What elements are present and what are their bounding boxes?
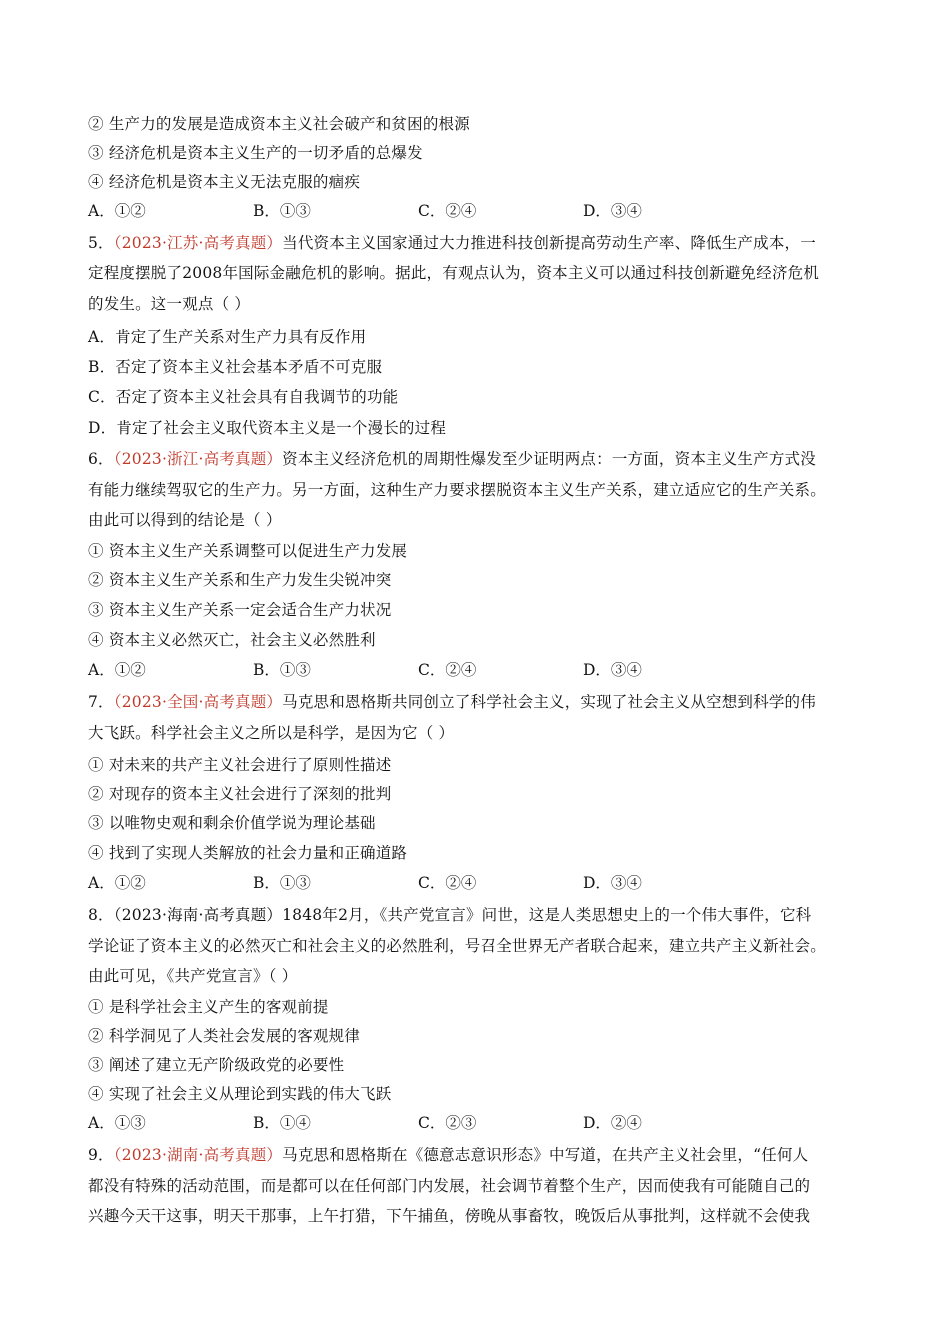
prev-item-3: ③ 经济危机是资本主义生产的一切矛盾的总爆发: [88, 144, 423, 162]
q5-option-b: B．否定了资本主义社会基本矛盾不可克服: [88, 358, 383, 376]
q8-number: 8．: [88, 906, 114, 924]
q6-source: （2023·浙江·高考真题）: [113, 450, 283, 468]
q5-option-a: A．肯定了生产关系对生产力具有反作用: [88, 328, 367, 346]
q7-option-b: B．①③: [253, 874, 311, 892]
q7-option-a: A．①②: [88, 874, 146, 892]
q7-source: （2023·全国·高考真题）: [113, 693, 283, 711]
q8-stem-line-1: [88, 905, 868, 925]
q8-option-b: B．①④: [253, 1114, 311, 1132]
q6-option-b: B．①③: [253, 661, 311, 679]
q6-stem-text: 资本主义经济危机的周期性爆发至少证明两点：一方面，资本主义生产方式没: [282, 450, 816, 468]
q7-stem-text: 马克思和恩格斯共同创立了科学社会主义，实现了社会主义从空想到科学的伟: [282, 693, 816, 711]
prev-item-2: ② 生产力的发展是造成资本主义社会破产和贫困的根源: [88, 115, 470, 133]
q8-stem-line-3: 由此可见，《共产党宣言》（ ）: [88, 967, 298, 985]
q7-option-c: C．②④: [418, 874, 477, 892]
q7-item-3: ③ 以唯物史观和剩余价值学说为理论基础: [88, 814, 376, 832]
q9-stem-line-3: 兴趣今天干这事，明天干那事，上午打猎，下午捕鱼，傍晚从事畜牧，晚饭后从事批判，这样就不会使我: [88, 1207, 811, 1225]
q6-item-1: ① 资本主义生产关系调整可以促进生产力发展: [88, 542, 408, 560]
q6-item-3: ③ 资本主义生产关系一定会适合生产力状况: [88, 601, 392, 619]
q6-stem-line-2: 有能力继续驾驭它的生产力。另一方面，这种生产力要求摆脱资本主义生产关系，建立适应它的生产关系。: [88, 481, 826, 499]
prev-option-c: C．②④: [418, 202, 477, 220]
q8-source: （2023·海南·高考真题）: [113, 906, 283, 924]
q9-number: 9．: [88, 1146, 114, 1164]
q6-stem-line-3: 由此可以得到的结论是（ ）: [88, 511, 282, 529]
q9-stem-line-1: [88, 1145, 868, 1165]
q7-item-2: ② 对现存的资本主义社会进行了深刻的批判: [88, 785, 392, 803]
q5-option-c: C．否定了资本主义社会具有自我调节的功能: [88, 388, 399, 406]
prev-option-b: B．①③: [253, 202, 311, 220]
q9-stem-text: 马克思和恩格斯在《德意志意识形态》中写道，在共产主义社会里，“任何人: [282, 1146, 809, 1164]
prev-option-d: D．③④: [583, 202, 642, 220]
q5-stem-line-1: [88, 233, 868, 253]
q9-source: （2023·湖南·高考真题）: [113, 1146, 283, 1164]
q5-stem-line-2: 定程度摆脱了2008年国际金融危机的影响。据此，有观点认为，资本主义可以通过科技创新避免经济危机: [88, 264, 820, 282]
q7-stem-line-1: [88, 692, 868, 712]
q6-option-c: C．②④: [418, 661, 477, 679]
q9-stem-line-2: 都没有特殊的活动范围，而是都可以在任何部门内发展，社会调节着整个生产，因而使我有可能随自己的: [88, 1177, 811, 1195]
q6-stem-line-1: [88, 449, 868, 469]
q8-item-1: ① 是科学社会主义产生的客观前提: [88, 998, 329, 1016]
q5-stem-line-3: 的发生。这一观点（ ）: [88, 295, 251, 313]
q5-stem-text: 当代资本主义国家通过大力推进科技创新提高劳动生产率、降低生产成本，一: [282, 234, 816, 252]
q8-stem-text: 1848年2月，《共产党宣言》问世，这是人类思想史上的一个伟大事件，它科: [282, 906, 812, 924]
prev-option-a: A．①②: [88, 202, 146, 220]
q8-item-2: ② 科学洞见了人类社会发展的客观规律: [88, 1027, 361, 1045]
q7-item-4: ④ 找到了实现人类解放的社会力量和正确道路: [88, 844, 408, 862]
q6-item-4: ④ 资本主义必然灭亡，社会主义必然胜利: [88, 631, 376, 649]
q6-option-a: A．①②: [88, 661, 146, 679]
q7-number: 7．: [88, 693, 114, 711]
q8-stem-line-2: 学论证了资本主义的必然灭亡和社会主义的必然胜利，号召全世界无产者联合起来，建立共产主义新社会。: [88, 937, 826, 955]
q7-stem-line-2: 大飞跃。科学社会主义之所以是科学，是因为它（ ）: [88, 724, 455, 742]
q8-option-c: C．②③: [418, 1114, 477, 1132]
q6-option-d: D．③④: [583, 661, 642, 679]
q7-option-d: D．③④: [583, 874, 642, 892]
q7-item-1: ① 对未来的共产主义社会进行了原则性描述: [88, 756, 392, 774]
q8-option-d: D．②④: [583, 1114, 642, 1132]
q8-option-a: A．①③: [88, 1114, 146, 1132]
prev-item-4: ④ 经济危机是资本主义无法克服的痼疾: [88, 173, 361, 191]
q8-item-4: ④ 实现了社会主义从理论到实践的伟大飞跃: [88, 1085, 392, 1103]
q6-item-2: ② 资本主义生产关系和生产力发生尖锐冲突: [88, 571, 392, 589]
q6-number: 6．: [88, 450, 114, 468]
q5-number: 5．: [88, 234, 114, 252]
q5-option-d: D．肯定了社会主义取代资本主义是一个漫长的过程: [88, 419, 447, 437]
q5-source: （2023·江苏·高考真题）: [113, 234, 283, 252]
q8-item-3: ③ 阐述了建立无产阶级政党的必要性: [88, 1056, 345, 1074]
